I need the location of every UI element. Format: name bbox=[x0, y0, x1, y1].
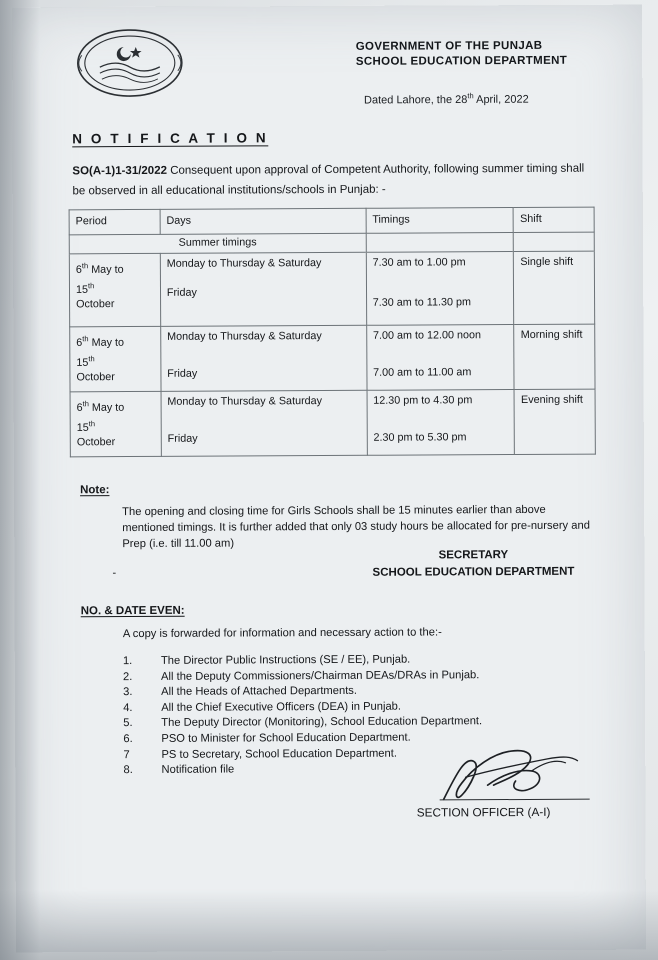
stray-dash-mark: - bbox=[112, 567, 117, 580]
period-2-end-month: October bbox=[76, 371, 115, 384]
notification-intro bbox=[72, 159, 594, 202]
period-1-day: 6 bbox=[75, 263, 82, 276]
cell-period-2 bbox=[70, 326, 161, 392]
list-item-number: 5. bbox=[123, 717, 133, 730]
page-title: N O T I F I C A T I O N bbox=[72, 130, 269, 147]
time-2-main: 7.00 am to 12.00 noon bbox=[372, 329, 482, 342]
period-2-end-day: 15 bbox=[76, 356, 89, 369]
period-2-day: 6 bbox=[76, 336, 83, 349]
list-item-text: PS to Secretary, School Education Department. bbox=[161, 747, 397, 761]
period-2-day-sup: th bbox=[82, 334, 89, 344]
date-suffix: April, 2022 bbox=[473, 93, 529, 106]
date-prefix: Dated Lahore, the 28 bbox=[363, 93, 468, 107]
government-line-2: SCHOOL EDUCATION DEPARTMENT bbox=[355, 54, 568, 68]
table-row bbox=[70, 324, 595, 392]
no-and-date-heading: NO. & DATE EVEN: bbox=[80, 604, 185, 618]
summer-timing-table bbox=[69, 207, 596, 458]
list-item-number: 1. bbox=[122, 655, 133, 668]
department-header bbox=[356, 39, 567, 70]
days-1-main: Monday to Thursday & Saturday bbox=[166, 257, 322, 270]
cell-shift-2: Morning shift bbox=[514, 324, 595, 390]
period-1-end-sup: th bbox=[87, 280, 95, 290]
period-1-end-day: 15 bbox=[75, 283, 89, 296]
list-item-text: The Deputy Director (Monitoring), School Education Department. bbox=[161, 715, 483, 730]
list-item-text: All the Deputy Commissioners/Chairman DEAs/DRAs in Punjab. bbox=[160, 668, 480, 683]
list-item-number: 8. bbox=[123, 764, 133, 777]
list-item-text: Notification file bbox=[161, 763, 235, 777]
days-3-friday: Friday bbox=[167, 432, 198, 446]
table-row bbox=[70, 389, 595, 457]
list-item-text: All the Chief Executive Officers (DEA) in Punjab. bbox=[161, 700, 402, 714]
time-3-main: 12.30 pm to 4.30 pm bbox=[373, 394, 473, 407]
section-spacer-timings bbox=[366, 233, 514, 253]
list-item-number: 3. bbox=[123, 686, 133, 699]
section-spacer-shift bbox=[514, 232, 595, 251]
punjab-government-crest-icon bbox=[72, 25, 188, 102]
section-officer-label: SECTION OFFICER (A-I) bbox=[416, 804, 551, 820]
period-3-end-month: October bbox=[76, 436, 116, 449]
period-2-end-sup: th bbox=[88, 353, 95, 363]
time-1-main: 7.30 am to 1.00 pm bbox=[372, 256, 466, 269]
days-1-friday: Friday bbox=[166, 286, 197, 299]
time-3-friday: 2.30 pm to 5.30 pm bbox=[373, 431, 467, 444]
column-header-timings: Timings bbox=[366, 208, 514, 234]
notification-intro-text: Consequent upon approval of Competent Authority, following summer timing shall be observed in all educational institutions/schools in Punjab: - bbox=[72, 162, 585, 198]
cell-timings-3 bbox=[367, 390, 515, 456]
forward-text: A copy is forwarded for information and necessary action to the:- bbox=[122, 626, 442, 641]
column-header-days: Days bbox=[160, 208, 366, 234]
list-item-number: 6. bbox=[123, 733, 133, 746]
cell-timings-1 bbox=[366, 252, 514, 326]
period-3-end-sup: th bbox=[88, 419, 96, 429]
list-item-text: PSO to Minister for School Education Department. bbox=[161, 731, 411, 745]
period-1-end-month: October bbox=[76, 298, 115, 311]
cell-period-1 bbox=[69, 253, 160, 326]
cell-period-3 bbox=[70, 392, 161, 458]
list-item-text: All the Heads of Attached Departments. bbox=[161, 685, 358, 699]
table-row bbox=[69, 251, 594, 327]
period-3-day-sup: th bbox=[82, 399, 89, 409]
signatory-block bbox=[348, 547, 598, 582]
cell-shift-3: Evening shift bbox=[514, 389, 595, 455]
table-header-row bbox=[69, 207, 594, 235]
list-item-number: 4. bbox=[123, 701, 133, 714]
time-2-friday: 7.00 am to 11.00 am bbox=[373, 366, 472, 379]
list-item-number: 2. bbox=[122, 670, 133, 683]
signatory-department: SCHOOL EDUCATION DEPARTMENT bbox=[372, 565, 575, 579]
days-3-main: Monday to Thursday & Saturday bbox=[167, 395, 323, 409]
government-line-1: GOVERNMENT OF THE PUNJAB bbox=[355, 39, 543, 53]
period-3-mid: May to bbox=[88, 401, 125, 415]
period-3-end-day: 15 bbox=[76, 421, 89, 434]
section-label-summer-timings: Summer timings bbox=[69, 233, 366, 254]
signatory-title: SECRETARY bbox=[438, 549, 509, 562]
cell-days-2 bbox=[161, 325, 367, 391]
cell-timings-2 bbox=[366, 325, 514, 391]
period-1-mid: May to bbox=[88, 263, 124, 276]
days-2-friday: Friday bbox=[167, 367, 198, 380]
days-2-main: Monday to Thursday & Saturday bbox=[167, 330, 322, 343]
cell-shift-1: Single shift bbox=[514, 251, 595, 324]
note-body: The opening and closing time for Girls Schools shall be 15 minutes earlier than above mentioned timings. It is further added that only 03 study hours be allocated for pre-nursery and Prep (i.e. till 11.00 am) bbox=[122, 503, 590, 551]
list-item-number: 7 bbox=[123, 748, 130, 761]
note-heading: Note: bbox=[80, 484, 110, 497]
period-1-day-sup: th bbox=[81, 261, 89, 271]
time-1-friday: 7.30 am to 11.30 pm bbox=[372, 296, 472, 309]
cell-days-1 bbox=[160, 252, 366, 326]
cell-days-3 bbox=[161, 390, 367, 456]
column-header-shift: Shift bbox=[514, 207, 595, 232]
document-date bbox=[364, 91, 529, 107]
date-ordinal: th bbox=[467, 91, 474, 101]
notification-reference: SO(A-1)1-31/2022 bbox=[72, 164, 168, 178]
list-item-text: The Director Public Instructions (SE / EE), Punjab. bbox=[160, 653, 411, 667]
column-header-period: Period bbox=[69, 209, 160, 234]
period-2-mid: May to bbox=[88, 336, 124, 349]
period-3-day: 6 bbox=[76, 402, 83, 415]
